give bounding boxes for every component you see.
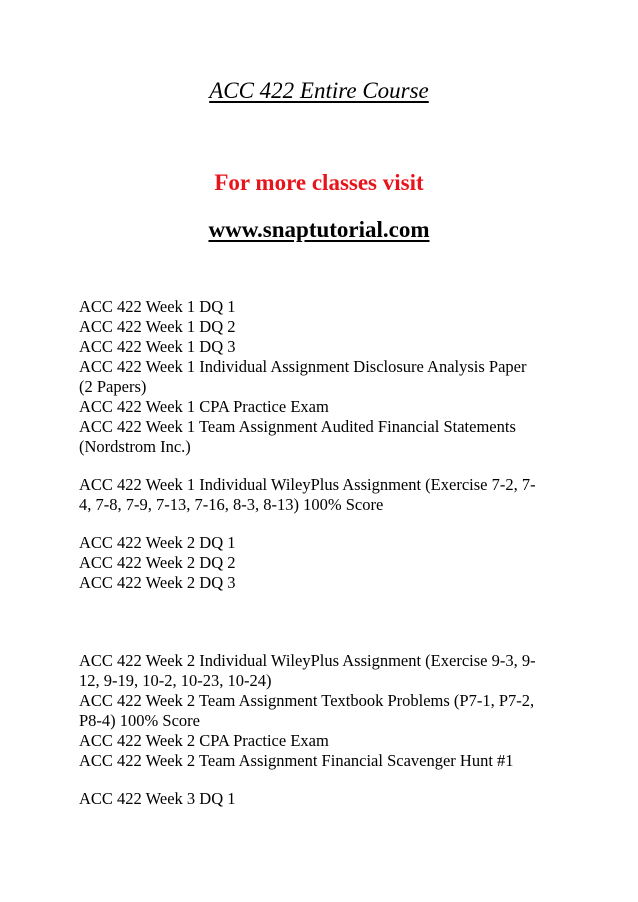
- course-item-list: [79, 297, 559, 809]
- list-item: ACC 422 Week 2 CPA Practice Exam: [79, 731, 329, 750]
- list-item: ACC 422 Week 2 Individual WileyPlus Assignment (Exercise 9-3, 9-: [79, 651, 536, 670]
- spacer: [79, 515, 559, 533]
- spacer: [79, 771, 559, 789]
- list-item: ACC 422 Week 3 DQ 1: [79, 789, 236, 808]
- list-item: ACC 422 Week 1 Individual Assignment Disclosure Analysis Paper: [79, 357, 527, 376]
- list-item: ACC 422 Week 1 CPA Practice Exam: [79, 397, 329, 416]
- list-item: ACC 422 Week 1 DQ 2: [79, 317, 236, 336]
- list-item: ACC 422 Week 2 Team Assignment Textbook Problems (P7-1, P7-2,: [79, 691, 535, 710]
- promo-text: For more classes visit: [214, 170, 424, 195]
- list-item: 4, 7-8, 7-9, 7-13, 7-16, 8-3, 8-13) 100% Score: [79, 495, 384, 514]
- list-item: ACC 422 Week 2 DQ 3: [79, 573, 236, 592]
- list-item: P8-4) 100% Score: [79, 711, 200, 730]
- list-item: ACC 422 Week 2 DQ 2: [79, 553, 236, 572]
- list-item: ACC 422 Week 1 Individual WileyPlus Assignment (Exercise 7-2, 7-: [79, 475, 536, 494]
- document-title: ACC 422 Entire Course: [209, 78, 429, 103]
- list-item: ACC 422 Week 1 DQ 3: [79, 337, 236, 356]
- list-item: (Nordstrom Inc.): [79, 437, 191, 456]
- list-item: ACC 422 Week 2 Team Assignment Financial Scavenger Hunt #1: [79, 751, 514, 770]
- spacer: [79, 593, 559, 651]
- list-item: ACC 422 Week 1 DQ 1: [79, 297, 236, 316]
- list-item: ACC 422 Week 1 Team Assignment Audited Financial Statements: [79, 417, 516, 436]
- spacer: [79, 457, 559, 475]
- list-item: ACC 422 Week 2 DQ 1: [79, 533, 236, 552]
- website-link[interactable]: www.snaptutorial.com: [208, 217, 430, 242]
- list-item: (2 Papers): [79, 377, 147, 396]
- list-item: 12, 9-19, 10-2, 10-23, 10-24): [79, 671, 272, 690]
